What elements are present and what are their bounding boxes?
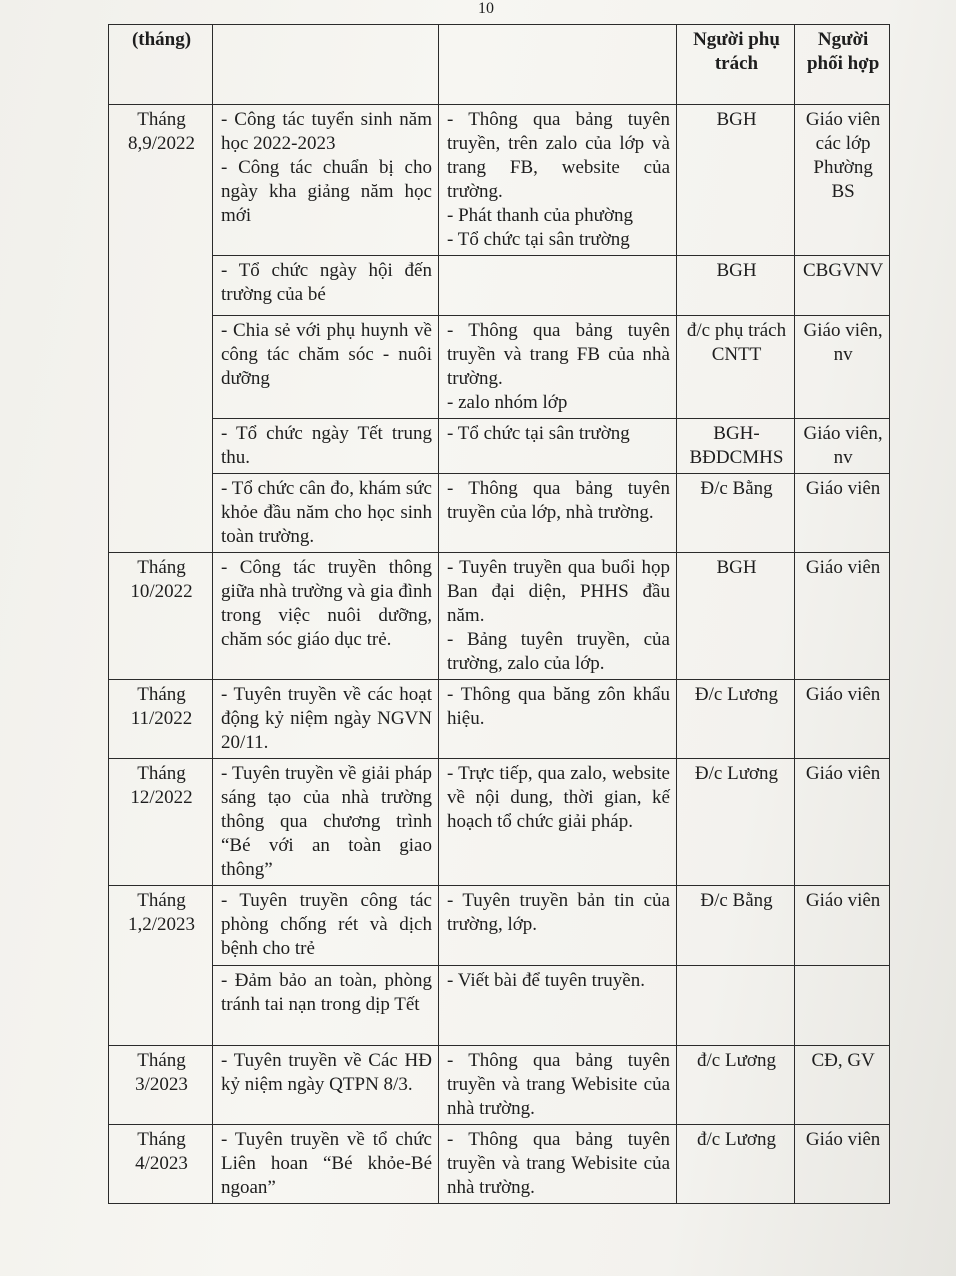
in-charge-cell: Đ/c Lương [677, 680, 795, 759]
content-cell [213, 419, 439, 474]
in-charge-cell: BGH [677, 553, 795, 680]
method-cell-line: - zalo nhóm lớp [447, 392, 568, 413]
content-cell [213, 1046, 439, 1125]
method-cell-line: - Thông qua bảng tuyên truyền và trang Webisite của nhà trường. [447, 1050, 670, 1119]
header-time: (tháng) [109, 25, 213, 105]
content-cell-line: - Công tác chuẩn bị cho ngày kha giảng năm học mới [221, 157, 432, 226]
method-cell [439, 474, 677, 553]
header-row [109, 25, 890, 105]
table-row [109, 474, 890, 553]
header-blank-content [213, 25, 439, 105]
method-cell-line: - Tuyên truyền bản tin của trường, lớp. [447, 890, 670, 935]
content-cell-line: - Tuyên truyền về Các HĐ kỷ niệm ngày QTPN 8/3. [221, 1050, 432, 1095]
month-cell: Tháng 1,2/2023 [109, 886, 213, 1046]
content-cell-line: - Công tác tuyển sinh năm học 2022-2023 [221, 109, 432, 154]
content-cell-line: - Đảm bảo an toàn, phòng tránh tai nạn trong dịp Tết [221, 970, 432, 1015]
in-charge-cell [677, 966, 795, 1046]
method-cell-line: - Tổ chức tại sân trường [447, 423, 630, 444]
content-cell [213, 553, 439, 680]
month-cell: Tháng 8,9/2022 [109, 105, 213, 553]
table-row [109, 105, 890, 256]
coordinator-cell: Giáo viên [795, 886, 890, 966]
plan-table [108, 24, 890, 1204]
in-charge-cell: BGH [677, 105, 795, 256]
content-cell [213, 680, 439, 759]
coordinator-cell [795, 966, 890, 1046]
in-charge-cell: BGH [677, 256, 795, 316]
coordinator-cell: CĐ, GV [795, 1046, 890, 1125]
in-charge-cell: đ/c phụ trách CNTT [677, 316, 795, 419]
coordinator-cell: Giáo viên, nv [795, 316, 890, 419]
in-charge-cell: đ/c Lương [677, 1046, 795, 1125]
content-cell [213, 256, 439, 316]
content-cell-line: - Tuyên truyền về tổ chức Liên hoan “Bé khỏe-Bé ngoan” [221, 1129, 432, 1198]
content-cell-line: - Tuyên truyền về giải pháp sáng tạo của nhà trường thông qua chương trình “Bé với an toàn giao thông” [221, 763, 432, 880]
content-cell [213, 316, 439, 419]
method-cell-line: - Thông qua bảng tuyên truyền và trang Webisite của nhà trường. [447, 1129, 670, 1198]
table-row [109, 1125, 890, 1204]
method-cell-line: - Thông qua bảng tuyên truyền, trên zalo của lớp và trang FB, website của trường. [447, 109, 670, 202]
plan-table-body [109, 25, 890, 1204]
content-cell-line: - Tổ chức cân đo, khám sức khỏe đầu năm cho học sinh toàn trường. [221, 478, 432, 547]
month-cell: Tháng 10/2022 [109, 553, 213, 680]
content-cell-line: - Chia sẻ với phụ huynh về công tác chăm sóc - nuôi dưỡng [221, 320, 432, 389]
month-cell: Tháng 12/2022 [109, 759, 213, 886]
method-cell-line: - Tuyên truyền qua buổi họp Ban đại diện, PHHS đầu năm. [447, 557, 670, 626]
table-row [109, 680, 890, 759]
method-cell-line: - Tổ chức tại sân trường [447, 229, 630, 250]
content-cell [213, 966, 439, 1046]
header-blank-method [439, 25, 677, 105]
content-cell [213, 474, 439, 553]
table-row [109, 419, 890, 474]
table-row [109, 886, 890, 966]
page-number: 10 [478, 0, 494, 17]
table-row [109, 1046, 890, 1125]
content-cell [213, 105, 439, 256]
method-cell [439, 680, 677, 759]
method-cell [439, 759, 677, 886]
in-charge-cell: Đ/c Lương [677, 759, 795, 886]
coordinator-cell: Giáo viên [795, 680, 890, 759]
coordinator-cell: Giáo viên [795, 1125, 890, 1204]
content-cell [213, 886, 439, 966]
method-cell [439, 419, 677, 474]
coordinator-cell: Giáo viên [795, 553, 890, 680]
method-cell-line: - Viết bài để tuyên truyền. [447, 970, 645, 991]
method-cell [439, 256, 677, 316]
table-row [109, 966, 890, 1046]
in-charge-cell: Đ/c Bằng [677, 886, 795, 966]
header-coordinator: Người phối hợp [795, 25, 890, 105]
content-cell-line: - Tổ chức ngày Tết trung thu. [221, 423, 432, 468]
method-cell-line: - Phát thanh của phường [447, 205, 634, 226]
method-cell [439, 316, 677, 419]
table-row [109, 553, 890, 680]
coordinator-cell: Giáo viên [795, 759, 890, 886]
in-charge-cell: BGH-BĐDCMHS [677, 419, 795, 474]
method-cell-line: - Bảng tuyên truyền, của trường, zalo của lớp. [447, 629, 670, 674]
method-cell-line: - Thông qua băng zôn khẩu hiệu. [447, 684, 670, 729]
content-cell [213, 759, 439, 886]
coordinator-cell: CBGVNV [795, 256, 890, 316]
coordinator-cell: Giáo viên, nv [795, 419, 890, 474]
method-cell [439, 1125, 677, 1204]
in-charge-cell: Đ/c Bằng [677, 474, 795, 553]
content-cell [213, 1125, 439, 1204]
table-row [109, 316, 890, 419]
method-cell-line: - Thông qua bảng tuyên truyền và trang FB của nhà trường. [447, 320, 670, 389]
table-row [109, 256, 890, 316]
method-cell [439, 105, 677, 256]
table-row [109, 759, 890, 886]
method-cell-line: - Thông qua bảng tuyên truyền của lớp, nhà trường. [447, 478, 670, 523]
month-cell: Tháng 4/2023 [109, 1125, 213, 1204]
method-cell [439, 886, 677, 966]
month-cell: Tháng 11/2022 [109, 680, 213, 759]
in-charge-cell: đ/c Lương [677, 1125, 795, 1204]
content-cell-line: - Tuyên truyền công tác phòng chống rét và dịch bệnh cho trẻ [221, 890, 432, 959]
content-cell-line: - Công tác truyền thông giữa nhà trường và gia đình trong việc nuôi dưỡng, chăm sóc giáo dục trẻ. [221, 557, 432, 650]
content-cell-line: - Tuyên truyền về các hoạt động kỷ niệm ngày NGVN 20/11. [221, 684, 432, 753]
method-cell [439, 966, 677, 1046]
coordinator-cell: Giáo viên các lớp Phường BS [795, 105, 890, 256]
header-in-charge: Người phụ trách [677, 25, 795, 105]
method-cell-line: - Trực tiếp, qua zalo, website về nội dung, thời gian, kế hoạch tổ chức giải pháp. [447, 763, 670, 832]
method-cell [439, 553, 677, 680]
coordinator-cell: Giáo viên [795, 474, 890, 553]
method-cell [439, 1046, 677, 1125]
content-cell-line: - Tổ chức ngày hội đến trường của bé [221, 260, 432, 305]
month-cell: Tháng 3/2023 [109, 1046, 213, 1125]
